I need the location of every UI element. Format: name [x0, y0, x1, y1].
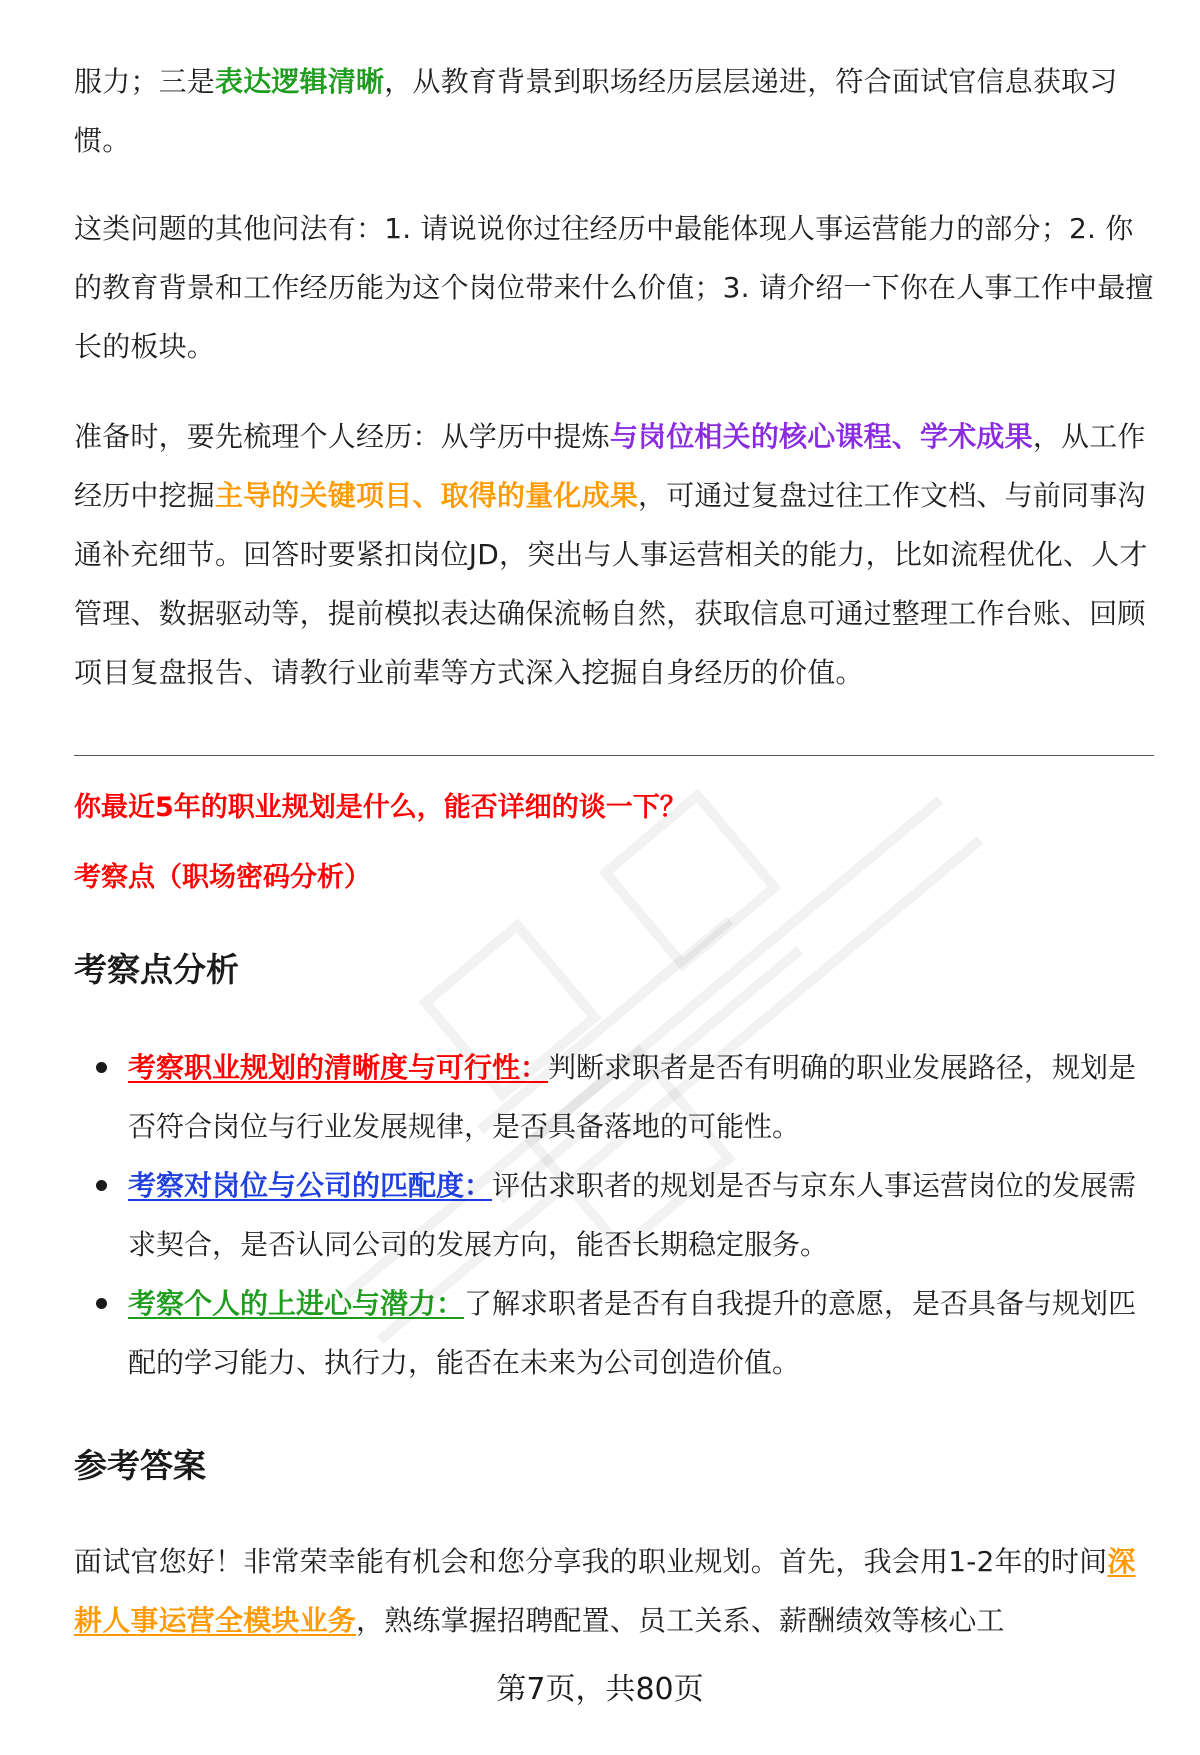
highlight-purple: 与岗位相关的核心课程、学术成果	[609, 420, 1033, 453]
bullet-icon	[96, 1062, 107, 1073]
highlight-orange: 主导的关键项目、取得的量化成果	[215, 479, 639, 512]
question-title: 你最近5年的职业规划是什么，能否详细的谈一下？	[74, 792, 687, 823]
bullet-label: 考察个人的上进心与潜力：	[128, 1287, 465, 1320]
paragraph-1	[74, 52, 1154, 170]
bullet-list	[74, 1038, 1154, 1392]
answer-paragraph	[74, 1532, 1154, 1650]
bullet-text: 了解求职者是否有自我提升的意愿，是否具备与规划匹配的学习能力、执行力，能否在未来为公司创造价值。	[128, 1287, 1137, 1379]
highlight-orange: 深耕人事运营全模块业务	[74, 1545, 1136, 1637]
bullet-icon	[96, 1298, 107, 1309]
highlight-green: 表达逻辑清晰	[215, 65, 385, 98]
list-item	[74, 1156, 1154, 1274]
bullet-text: 判断求职者是否有明确的职业发展路径，规划是否符合岗位与行业发展规律，是否具备落地的可能性。	[128, 1051, 1137, 1143]
paragraph-2: 这类问题的其他问法有：1. 请说说你过往经历中最能体现人事运营能力的部分；2. 你的教育背景和工作经历能为这个岗位带来什么价值；3. 请介绍一下你在人事工作中最擅长的板块。	[74, 212, 1154, 363]
text-run: 准备时，要先梳理个人经历：从学历中提炼	[74, 420, 610, 453]
bullet-icon	[96, 1180, 107, 1191]
text-run: 面试官您好！非常荣幸能有机会和您分享我的职业规划。首先，我会用1-2年的时间	[74, 1545, 1108, 1578]
text-run: ，从工作经历中挖掘	[74, 420, 1146, 512]
paragraph-3	[74, 407, 1154, 702]
question-subtitle: 考察点（职场密码分析）	[74, 862, 371, 893]
section-title-answer: 参考答案	[74, 1446, 206, 1485]
text-run: ，可通过复盘过往工作文档、与前同事沟通补充细节。回答时要紧扣岗位JD，突出与人事运营相关的能力，比如流程优化、人才管理、数据驱动等，提前模拟表达确保流畅自然，获取信息可通过整理工作台账、回顾项目复盘报告、请教行业前辈等方式深入挖掘自身经历的价值。	[74, 479, 1148, 689]
list-item	[74, 1038, 1154, 1156]
bullet-text: 评估求职者的规划是否与京东人事运营岗位的发展需求契合，是否认同公司的发展方向，能否长期稳定服务。	[128, 1169, 1137, 1261]
divider	[74, 755, 1154, 756]
text-run: 服力；三是	[74, 65, 216, 98]
bullet-label: 考察职业规划的清晰度与可行性：	[128, 1051, 549, 1084]
text-run: ，从教育背景到职场经历层层递进，符合面试官信息获取习惯。	[74, 65, 1118, 157]
text-run: ，熟练掌握招聘配置、员工关系、薪酬绩效等核心工	[356, 1604, 1005, 1637]
page-footer: 第7页，共80页	[496, 1672, 704, 1707]
list-item	[74, 1274, 1154, 1392]
bullet-label: 考察对岗位与公司的匹配度：	[128, 1169, 493, 1202]
section-title-analysis: 考察点分析	[74, 950, 239, 989]
